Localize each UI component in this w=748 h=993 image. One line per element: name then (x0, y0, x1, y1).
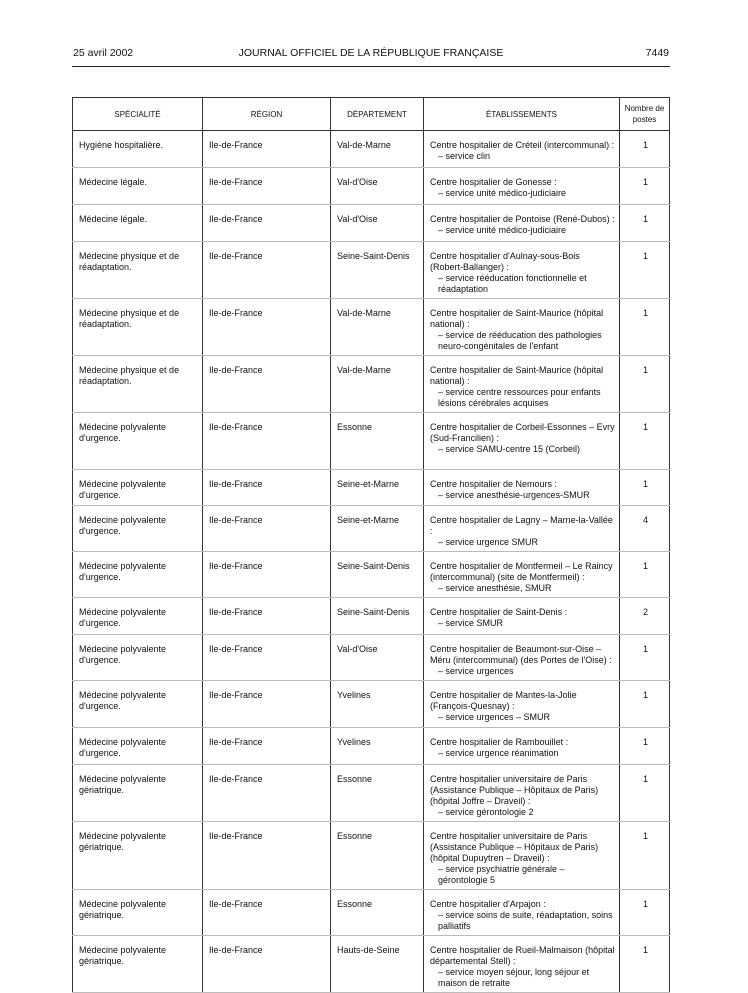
cell-departement: Seine-et-Marne (331, 506, 424, 552)
cell-specialite: Médecine polyvalente d'urgence. (73, 552, 203, 598)
col-header-etablissements: ÉTABLISSEMENTS (424, 98, 620, 131)
etablissement-service: – service urgences (438, 666, 514, 676)
etablissement-name: Centre hospitalier de Corbeil-Essonnes – Evry (Sud-Francilien) : (430, 422, 615, 443)
cell-region: Ile-de-France (203, 598, 331, 635)
cell-etablissement (424, 131, 620, 168)
cell-etablissement (424, 470, 620, 506)
cell-etablissement (424, 598, 620, 635)
cell-etablissement (424, 299, 620, 356)
etablissement-name: Centre hospitalier d'Arpajon : (430, 899, 546, 909)
cell-postes: 1 (620, 413, 670, 470)
cell-etablissement (424, 681, 620, 728)
cell-departement: Val-de-Marne (331, 356, 424, 413)
table-row (73, 728, 670, 765)
table-row (73, 765, 670, 822)
posts-table (72, 97, 670, 993)
table-row (73, 936, 670, 993)
cell-departement: Seine-Saint-Denis (331, 552, 424, 598)
etablissement-service: – service SMUR (438, 618, 504, 628)
table-row (73, 890, 670, 936)
etablissement-name: Centre hospitalier de Nemours : (430, 479, 558, 489)
col-header-specialite: SPÉCIALITÉ (73, 98, 203, 131)
etablissement-service: – service de rééducation des pathologies neuro-congénitales de l'enfant (438, 330, 602, 351)
table-body (73, 131, 670, 993)
cell-region: Ile-de-France (203, 470, 331, 506)
etablissement-name: Centre hospitalier de Saint-Maurice (hôpital national) : (430, 308, 604, 329)
cell-specialite: Hygiène hospitalière. (73, 131, 203, 168)
etablissement-name: Centre hospitalier de Mantes-la-Jolie (François-Quesnay) : (430, 690, 577, 711)
etablissement-name: Centre hospitalier de Pontoise (René-Dubos) : (430, 214, 615, 224)
etablissement-service: – service soins de suite, réadaptation, soins palliatifs (438, 910, 613, 931)
cell-postes: 1 (620, 890, 670, 936)
cell-postes: 1 (620, 936, 670, 993)
etablissement-service: – service urgence réanimation (438, 748, 559, 758)
etablissement-service: – service urgences – SMUR (438, 712, 551, 722)
table-row (73, 470, 670, 506)
cell-departement: Essonne (331, 822, 424, 890)
cell-etablissement (424, 635, 620, 681)
etablissement-name: Centre hospitalier de Beaumont-sur-Oise – Méru (intercommunal) (des Portes de l'Oise) : (430, 644, 612, 665)
cell-specialite: Médecine polyvalente gériatrique. (73, 936, 203, 993)
cell-postes: 1 (620, 356, 670, 413)
etablissement-service: – service SAMU-centre 15 (Corbeil) (438, 444, 581, 454)
etablissement-service: – service urgence SMUR (438, 537, 539, 547)
cell-etablissement (424, 205, 620, 242)
cell-etablissement (424, 765, 620, 822)
cell-specialite: Médecine polyvalente d'urgence. (73, 506, 203, 552)
etablissement-service: – service centre ressources pour enfants lésions cérébrales acquises (438, 387, 601, 408)
cell-region: Ile-de-France (203, 242, 331, 299)
table-row (73, 598, 670, 635)
cell-region: Ile-de-France (203, 205, 331, 242)
cell-departement: Essonne (331, 890, 424, 936)
cell-region: Ile-de-France (203, 635, 331, 681)
cell-departement: Val-de-Marne (331, 131, 424, 168)
cell-departement: Yvelines (331, 728, 424, 765)
cell-postes: 1 (620, 131, 670, 168)
etablissement-name: Centre hospitalier de Saint-Maurice (hôpital national) : (430, 365, 604, 386)
cell-etablissement (424, 356, 620, 413)
etablissement-service: – service clin (438, 151, 491, 161)
cell-specialite: Médecine polyvalente d'urgence. (73, 681, 203, 728)
page-header (73, 47, 669, 61)
header-page-number: 7449 (645, 47, 669, 59)
cell-region: Ile-de-France (203, 936, 331, 993)
cell-postes: 1 (620, 242, 670, 299)
etablissement-name: Centre hospitalier de Saint-Denis : (430, 607, 568, 617)
table-row (73, 822, 670, 890)
etablissement-name: Centre hospitalier de Rambouillet : (430, 737, 569, 747)
etablissement-name: Centre hospitalier de Montfermeil – Le Raincy (intercommunal) (site de Montfermeil) : (430, 561, 613, 582)
cell-departement: Seine-et-Marne (331, 470, 424, 506)
col-header-departement: DÉPARTEMENT (331, 98, 424, 131)
cell-specialite: Médecine légale. (73, 168, 203, 205)
cell-specialite: Médecine polyvalente d'urgence. (73, 413, 203, 470)
header-rule (72, 66, 670, 67)
cell-postes: 1 (620, 299, 670, 356)
cell-departement: Yvelines (331, 681, 424, 728)
cell-specialite: Médecine physique et de réadaptation. (73, 356, 203, 413)
etablissement-name: Centre hospitalier universitaire de Paris (Assistance Publique – Hôpitaux de Paris) (hôpital Dupuytren – Draveil) : (430, 831, 599, 863)
table-row (73, 356, 670, 413)
cell-specialite: Médecine polyvalente gériatrique. (73, 822, 203, 890)
cell-etablissement (424, 413, 620, 470)
cell-specialite: Médecine physique et de réadaptation. (73, 299, 203, 356)
etablissement-service: – service rééducation fonctionnelle et réadaptation (438, 273, 587, 294)
cell-postes: 1 (620, 765, 670, 822)
table-row (73, 552, 670, 598)
header-title: JOURNAL OFFICIEL DE LA RÉPUBLIQUE FRANÇAISE (238, 47, 504, 59)
cell-region: Ile-de-France (203, 822, 331, 890)
table-row (73, 205, 670, 242)
cell-region: Ile-de-France (203, 506, 331, 552)
cell-postes: 2 (620, 598, 670, 635)
etablissement-service: – service anesthésie, SMUR (438, 583, 552, 593)
cell-departement: Val-d'Oise (331, 168, 424, 205)
cell-postes: 1 (620, 728, 670, 765)
etablissement-name: Centre hospitalier de Lagny – Marne-la-Vallée : (430, 515, 613, 536)
table-row (73, 242, 670, 299)
cell-specialite: Médecine polyvalente gériatrique. (73, 765, 203, 822)
etablissement-service: – service moyen séjour, long séjour et maison de retraite (438, 967, 590, 988)
cell-departement: Seine-Saint-Denis (331, 242, 424, 299)
cell-region: Ile-de-France (203, 356, 331, 413)
table-row (73, 299, 670, 356)
cell-region: Ile-de-France (203, 681, 331, 728)
etablissement-name: Centre hospitalier universitaire de Paris (Assistance Publique – Hôpitaux de Paris) (hôpital Joffre – Draveil) : (430, 774, 599, 806)
col-header-region: RÉGION (203, 98, 331, 131)
cell-specialite: Médecine polyvalente d'urgence. (73, 635, 203, 681)
cell-region: Ile-de-France (203, 728, 331, 765)
cell-postes: 1 (620, 681, 670, 728)
cell-etablissement (424, 936, 620, 993)
table-row (73, 506, 670, 552)
cell-specialite: Médecine polyvalente gériatrique. (73, 890, 203, 936)
cell-specialite: Médecine légale. (73, 205, 203, 242)
etablissement-name: Centre hospitalier de Rueil-Malmaison (hôpital départemental Stell) : (430, 945, 615, 966)
cell-specialite: Médecine polyvalente d'urgence. (73, 470, 203, 506)
cell-etablissement (424, 168, 620, 205)
etablissement-name: Centre hospitalier de Créteil (intercommunal) : (430, 140, 615, 150)
cell-postes: 1 (620, 205, 670, 242)
etablissement-service: – service psychiatrie générale – gérontologie 5 (438, 864, 565, 885)
etablissement-service: – service unité médico-judiciaire (438, 225, 567, 235)
cell-etablissement (424, 552, 620, 598)
cell-region: Ile-de-France (203, 299, 331, 356)
cell-departement: Hauts-de-Seine (331, 936, 424, 993)
cell-etablissement (424, 822, 620, 890)
cell-region: Ile-de-France (203, 765, 331, 822)
table-row (73, 168, 670, 205)
table-row (73, 131, 670, 168)
table-row (73, 413, 670, 470)
table-header-row (73, 98, 670, 131)
cell-region: Ile-de-France (203, 413, 331, 470)
etablissement-service: – service unité médico-judiciaire (438, 188, 567, 198)
etablissement-name: Centre hospitalier d'Aulnay-sous-Bois (Robert-Ballanger) : (430, 251, 580, 272)
header-date: 25 avril 2002 (73, 47, 134, 59)
cell-departement: Essonne (331, 765, 424, 822)
cell-etablissement (424, 506, 620, 552)
cell-specialite: Médecine polyvalente d'urgence. (73, 728, 203, 765)
cell-region: Ile-de-France (203, 890, 331, 936)
cell-postes: 1 (620, 635, 670, 681)
cell-postes: 1 (620, 822, 670, 890)
cell-region: Ile-de-France (203, 168, 331, 205)
cell-departement: Seine-Saint-Denis (331, 598, 424, 635)
cell-specialite: Médecine physique et de réadaptation. (73, 242, 203, 299)
col-header-postes: Nombre de postes (620, 98, 670, 131)
etablissement-name: Centre hospitalier de Gonesse : (430, 177, 557, 187)
cell-postes: 1 (620, 168, 670, 205)
table-row (73, 681, 670, 728)
etablissement-service: – service gérontologie 2 (438, 807, 534, 817)
cell-departement: Val-d'Oise (331, 205, 424, 242)
cell-region: Ile-de-France (203, 552, 331, 598)
etablissement-service: – service anesthésie-urgences-SMUR (438, 490, 590, 500)
cell-region: Ile-de-France (203, 131, 331, 168)
cell-postes: 1 (620, 470, 670, 506)
cell-departement: Val-d'Oise (331, 635, 424, 681)
cell-specialite: Médecine polyvalente d'urgence. (73, 598, 203, 635)
cell-departement: Essonne (331, 413, 424, 470)
cell-departement: Val-de-Marne (331, 299, 424, 356)
cell-postes: 4 (620, 506, 670, 552)
cell-etablissement (424, 890, 620, 936)
cell-etablissement (424, 242, 620, 299)
cell-postes: 1 (620, 552, 670, 598)
table-row (73, 635, 670, 681)
cell-etablissement (424, 728, 620, 765)
